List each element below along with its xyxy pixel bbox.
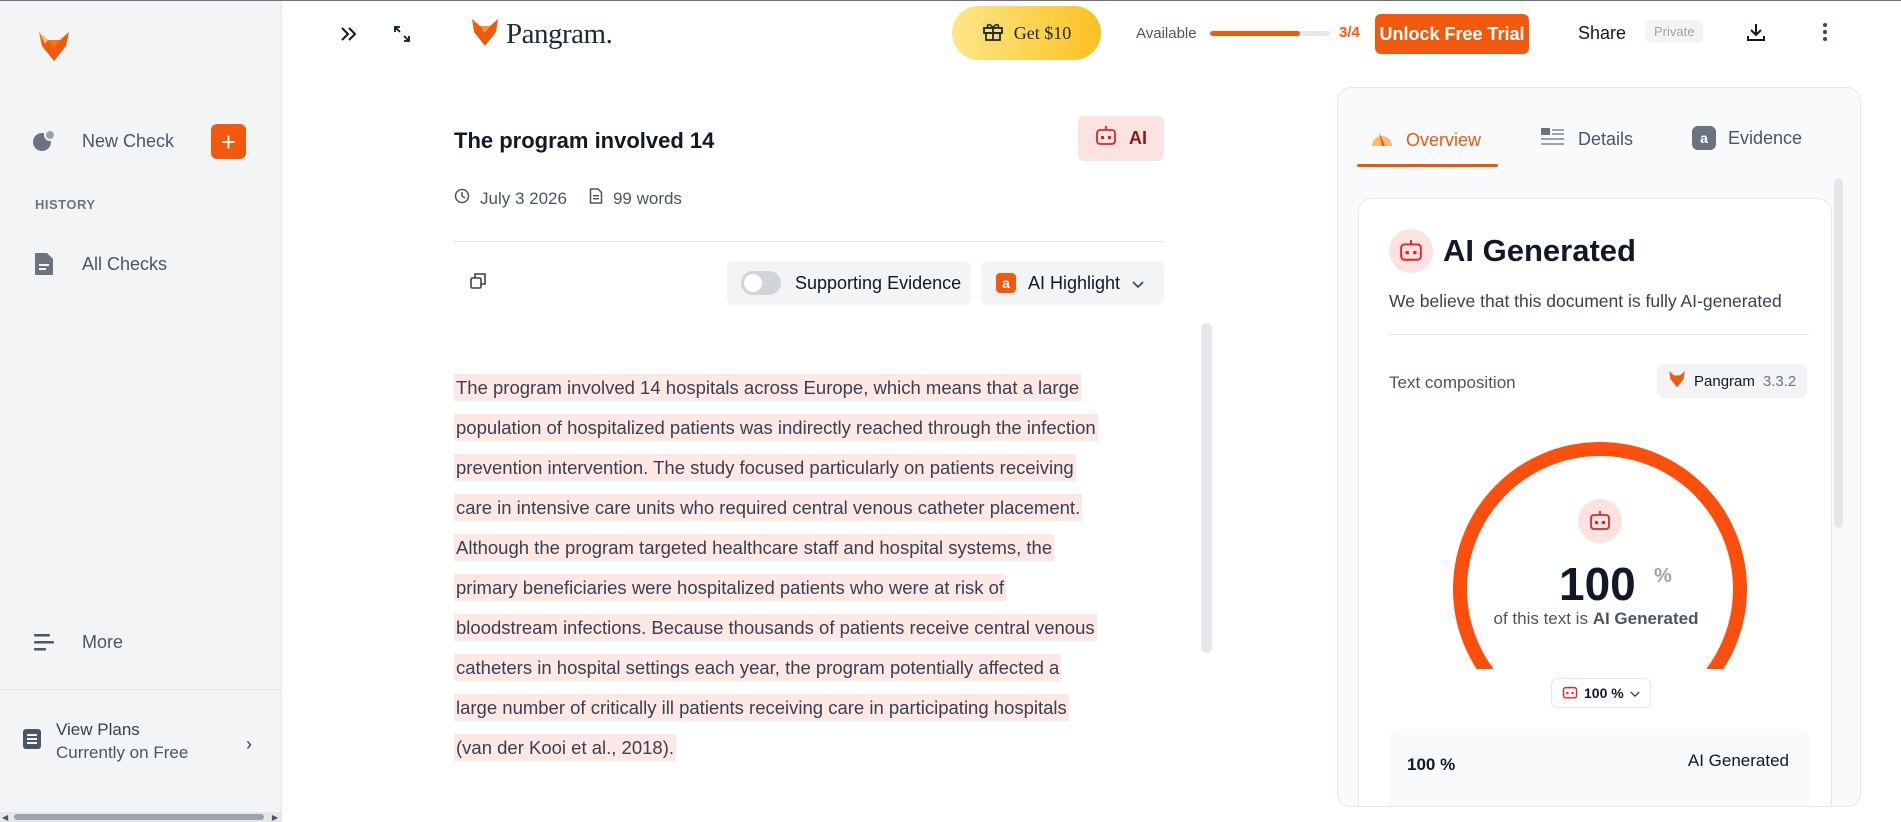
robot-icon [1095, 125, 1117, 152]
ai-verdict-badge [1078, 116, 1164, 161]
model-version-chip[interactable] [1657, 364, 1807, 398]
expand-sidebar-icon[interactable] [337, 22, 361, 46]
robot-icon [1578, 499, 1622, 543]
window-top-border [0, 0, 1901, 1]
active-tab-indicator [1357, 164, 1498, 167]
model-name: Pangram [1694, 372, 1755, 390]
unlock-trial-button[interactable]: Unlock Free Trial [1375, 14, 1529, 54]
get-reward-label: Get $10 [1013, 22, 1072, 43]
result-description: We believe that this document is fully AI-generated [1389, 291, 1782, 311]
gauge-unit: % [1654, 565, 1672, 587]
supporting-evidence-toggle[interactable] [727, 261, 971, 305]
chevron-down-icon [1132, 273, 1144, 294]
gauge-caption-bold: AI Generated [1592, 609, 1699, 628]
date-meta [454, 188, 567, 209]
history-heading: HISTORY [35, 197, 96, 212]
details-icon [1540, 126, 1566, 153]
tab-overview-label: Overview [1406, 130, 1482, 150]
sidebar-divider [0, 689, 282, 690]
brand-logo[interactable] [470, 16, 612, 53]
tab-overview[interactable] [1370, 126, 1481, 155]
text-composition-label: Text composition [1389, 373, 1516, 392]
word-count: 99 words [612, 188, 682, 208]
private-badge[interactable]: Private [1645, 20, 1703, 43]
fox-logo-icon[interactable] [36, 28, 72, 64]
tab-evidence-label: Evidence [1728, 127, 1803, 148]
more-lines-icon [30, 628, 58, 656]
available-progress [1210, 31, 1330, 36]
highlighted-text[interactable]: large number of critically ill patients receiving care in participating hospitals [454, 694, 1069, 721]
highlighted-text[interactable]: catheters in hospital settings each year, the program potentially affected a [454, 654, 1061, 681]
tab-details-label: Details [1578, 129, 1634, 149]
percentage-value: 100 % [1584, 685, 1624, 701]
sidebar-item-more[interactable] [30, 628, 123, 656]
tab-evidence[interactable] [1692, 126, 1802, 150]
download-icon[interactable] [1744, 20, 1768, 49]
highlighted-text[interactable]: The program involved 14 hospitals across Europe, which means that a large [454, 374, 1081, 401]
kebab-icon[interactable] [1818, 20, 1832, 49]
gauge-value: 100 [1559, 558, 1636, 610]
text-line [454, 448, 1174, 488]
overview-icon [1370, 126, 1394, 155]
document-meta [454, 188, 682, 209]
new-check-label: New Check [82, 130, 175, 151]
highlighted-text[interactable]: care in intensive care units who required central venous catheter placement. [454, 494, 1082, 521]
clock-icon [454, 188, 470, 209]
result-title: AI Generated [1443, 233, 1636, 268]
copy-icon[interactable] [469, 272, 487, 295]
scroll-left-icon[interactable]: ◀ [2, 813, 9, 822]
text-line [454, 608, 1174, 648]
sidebar [0, 0, 282, 822]
plans-icon [22, 728, 42, 755]
all-checks-label: All Checks [82, 253, 168, 274]
document-icon [30, 250, 58, 278]
fullscreen-icon[interactable] [390, 22, 414, 46]
highlighted-text[interactable]: prevention intervention. The study focused particularly on patients receiving [454, 454, 1076, 481]
percentage-dropdown[interactable] [1551, 678, 1651, 708]
text-line [454, 728, 1174, 768]
available-count: 3/4 [1339, 24, 1360, 41]
ai-score-gauge [1445, 439, 1755, 669]
robot-icon [1562, 684, 1578, 703]
highlighted-text[interactable]: bloodstream infections. Because thousands of patients receive central venous [454, 614, 1097, 641]
result-card [1358, 198, 1832, 807]
highlighted-text[interactable]: population of hospitalized patients was indirectly reached through the infection [454, 414, 1098, 441]
highlighted-text[interactable]: (van der Kooi et al., 2018). [454, 734, 676, 761]
sidebar-item-all-checks[interactable] [30, 250, 167, 278]
available-progress-fill [1210, 31, 1300, 36]
model-version: 3.3.2 [1762, 372, 1797, 390]
fox-logo-icon [1668, 369, 1686, 393]
text-line [454, 568, 1174, 608]
text-line [454, 648, 1174, 688]
highlight-a-icon: a [996, 273, 1016, 293]
evidence-icon: a [1692, 126, 1716, 150]
wordcount-meta [589, 188, 682, 209]
gift-icon [982, 20, 1004, 47]
get-reward-button[interactable] [952, 6, 1101, 60]
more-label: More [82, 631, 124, 652]
supporting-evidence-label: Supporting Evidence [795, 272, 962, 293]
results-panel [1337, 87, 1861, 807]
robot-icon [1389, 229, 1433, 273]
text-line [454, 488, 1174, 528]
document-body [454, 368, 1174, 768]
text-line [454, 368, 1174, 408]
share-button[interactable]: Share [1578, 23, 1627, 43]
document-date: July 3 2026 [480, 188, 567, 208]
card-divider [1389, 334, 1809, 335]
document-scrollbar[interactable] [1201, 323, 1212, 653]
new-check-icon [30, 127, 58, 155]
ai-highlight-label: AI Highlight [1028, 272, 1121, 293]
file-icon [589, 188, 603, 209]
new-check-button[interactable] [30, 127, 174, 155]
brand-name: Pangram. [506, 18, 613, 50]
chevron-down-icon [1630, 685, 1640, 701]
view-plans-button[interactable] [22, 720, 188, 763]
text-line [454, 408, 1174, 448]
panel-scrollbar[interactable] [1834, 178, 1843, 528]
available-label: Available [1136, 25, 1197, 42]
result-header [1389, 229, 1636, 273]
highlighted-text[interactable]: Although the program targeted healthcare staff and hospital systems, the [454, 534, 1054, 561]
text-line [454, 688, 1174, 728]
composition-legend [1389, 729, 1809, 807]
document-title: The program involved 14 [454, 128, 715, 153]
text-line [454, 528, 1174, 568]
highlighted-text[interactable]: primary beneficiaries were hospitalized patients who were at risk of [454, 574, 1006, 601]
fox-logo-icon [470, 16, 500, 53]
plan-status: Currently on Free [56, 743, 189, 762]
view-plans-title: View Plans [56, 720, 140, 739]
ai-badge-label: AI [1129, 128, 1147, 148]
scrollbar-thumb[interactable] [14, 814, 264, 820]
gauge-caption-text: of this text is [1493, 609, 1593, 628]
plus-icon[interactable]: + [211, 124, 246, 159]
legend-percentage: 100 % [1407, 755, 1456, 774]
toggle-switch[interactable] [741, 271, 781, 295]
tab-details[interactable] [1540, 126, 1633, 153]
chevron-right-icon[interactable]: › [246, 734, 252, 754]
sidebar-scrollbar[interactable] [0, 812, 282, 822]
gauge-caption [1359, 609, 1833, 629]
ai-highlight-select[interactable] [981, 261, 1164, 305]
legend-label: AI Generated [1687, 751, 1789, 770]
scroll-right-icon[interactable]: ▶ [271, 813, 278, 822]
document-divider [454, 241, 1164, 242]
